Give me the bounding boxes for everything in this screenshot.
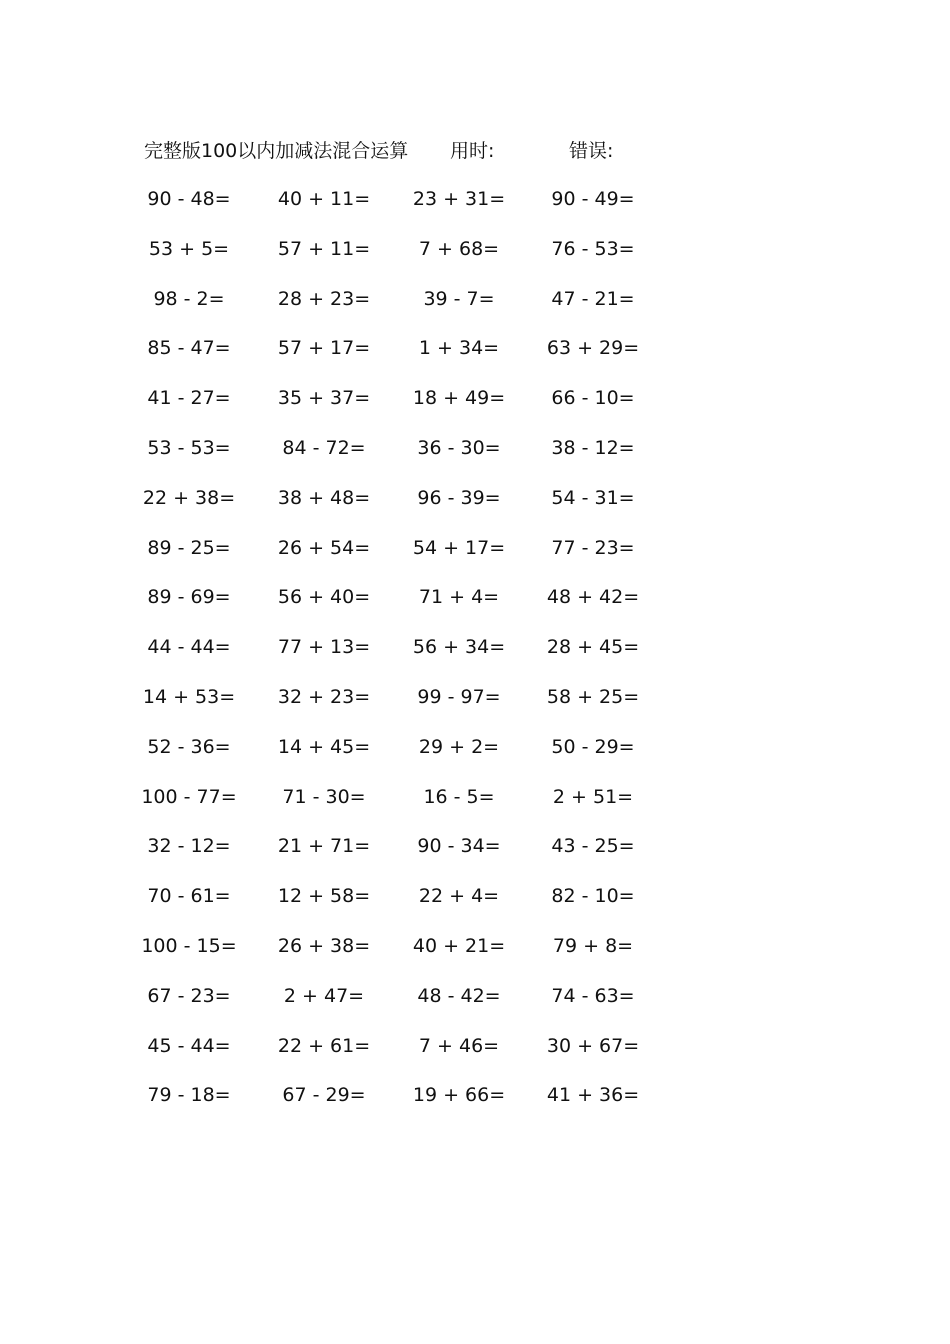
arithmetic-problem: 50 - 29= — [551, 735, 635, 758]
arithmetic-problem: 67 - 29= — [282, 1084, 366, 1107]
arithmetic-problem: 77 + 13= — [277, 636, 371, 659]
time-used-label: 用时: — [450, 140, 495, 162]
problem-row — [0, 831, 950, 881]
arithmetic-problem: 84 - 72= — [282, 436, 366, 459]
arithmetic-problem: 90 - 48= — [147, 188, 231, 210]
arithmetic-problem: 48 + 42= — [546, 586, 640, 609]
arithmetic-problem: 53 - 53= — [147, 436, 231, 459]
arithmetic-problem: 76 - 53= — [551, 237, 635, 260]
arithmetic-problem: 44 - 44= — [147, 636, 231, 659]
problem-row — [0, 782, 950, 832]
problem-row — [0, 981, 950, 1031]
arithmetic-problem: 45 - 44= — [147, 1034, 231, 1057]
arithmetic-problem: 99 - 97= — [417, 685, 501, 708]
arithmetic-problem: 2 + 47= — [283, 984, 365, 1007]
problem-row — [0, 682, 950, 732]
arithmetic-problem: 22 + 61= — [277, 1034, 371, 1057]
arithmetic-problem: 40 + 21= — [412, 934, 506, 957]
arithmetic-problem: 41 + 36= — [546, 1084, 640, 1107]
arithmetic-problem: 2 + 51= — [552, 785, 634, 808]
problem-grid — [0, 184, 950, 1130]
problem-row — [0, 184, 950, 234]
arithmetic-problem: 19 + 66= — [412, 1084, 506, 1107]
arithmetic-problem: 26 + 38= — [277, 934, 371, 957]
arithmetic-problem: 28 + 23= — [277, 287, 371, 310]
arithmetic-problem: 96 - 39= — [417, 486, 501, 509]
arithmetic-problem: 100 - 15= — [141, 934, 237, 957]
arithmetic-problem: 39 - 7= — [423, 287, 495, 310]
arithmetic-problem: 79 + 8= — [552, 934, 634, 957]
arithmetic-problem: 71 - 30= — [282, 785, 366, 808]
problem-row — [0, 483, 950, 533]
arithmetic-problem: 82 - 10= — [551, 885, 635, 908]
arithmetic-problem: 14 + 45= — [277, 735, 371, 758]
arithmetic-problem: 54 + 17= — [412, 536, 506, 559]
arithmetic-problem: 35 + 37= — [277, 387, 371, 410]
arithmetic-problem: 56 + 34= — [412, 636, 506, 659]
arithmetic-problem: 90 - 49= — [551, 188, 635, 210]
arithmetic-problem: 74 - 63= — [551, 984, 635, 1007]
arithmetic-problem: 67 - 23= — [147, 984, 231, 1007]
problem-row — [0, 533, 950, 583]
arithmetic-problem: 32 - 12= — [147, 835, 231, 858]
arithmetic-problem: 54 - 31= — [551, 486, 635, 509]
problem-row — [0, 284, 950, 334]
arithmetic-problem: 48 - 42= — [417, 984, 501, 1007]
arithmetic-problem: 71 + 4= — [418, 586, 500, 609]
arithmetic-problem: 79 - 18= — [147, 1084, 231, 1107]
arithmetic-problem: 30 + 67= — [546, 1034, 640, 1057]
problem-row — [0, 931, 950, 981]
arithmetic-problem: 22 + 4= — [418, 885, 500, 908]
arithmetic-problem: 77 - 23= — [551, 536, 635, 559]
problem-row — [0, 1031, 950, 1081]
arithmetic-problem: 53 + 5= — [148, 237, 230, 260]
problem-row — [0, 333, 950, 383]
arithmetic-problem: 89 - 25= — [147, 536, 231, 559]
arithmetic-problem: 47 - 21= — [551, 287, 635, 310]
arithmetic-problem: 16 - 5= — [423, 785, 495, 808]
arithmetic-problem: 66 - 10= — [551, 387, 635, 410]
arithmetic-problem: 57 + 17= — [277, 337, 371, 360]
arithmetic-problem: 12 + 58= — [277, 885, 371, 908]
arithmetic-problem: 36 - 30= — [417, 436, 501, 459]
arithmetic-problem: 21 + 71= — [277, 835, 371, 858]
arithmetic-problem: 100 - 77= — [141, 785, 237, 808]
arithmetic-problem: 32 + 23= — [277, 685, 371, 708]
arithmetic-problem: 58 + 25= — [546, 685, 640, 708]
arithmetic-problem: 70 - 61= — [147, 885, 231, 908]
arithmetic-problem: 52 - 36= — [147, 735, 231, 758]
arithmetic-problem: 40 + 11= — [277, 188, 371, 210]
arithmetic-problem: 98 - 2= — [153, 287, 225, 310]
arithmetic-problem: 38 - 12= — [551, 436, 635, 459]
arithmetic-problem: 63 + 29= — [546, 337, 640, 360]
arithmetic-problem: 56 + 40= — [277, 586, 371, 609]
arithmetic-problem: 7 + 68= — [418, 237, 500, 260]
problem-row — [0, 582, 950, 632]
worksheet-header — [144, 136, 704, 166]
arithmetic-problem: 57 + 11= — [277, 237, 371, 260]
problem-row — [0, 732, 950, 782]
arithmetic-problem: 7 + 46= — [418, 1034, 500, 1057]
arithmetic-problem: 43 - 25= — [551, 835, 635, 858]
arithmetic-problem: 1 + 34= — [418, 337, 500, 360]
problem-row — [0, 1080, 950, 1130]
arithmetic-problem: 18 + 49= — [412, 387, 506, 410]
arithmetic-problem: 23 + 31= — [412, 188, 506, 210]
problem-row — [0, 433, 950, 483]
arithmetic-problem: 28 + 45= — [546, 636, 640, 659]
arithmetic-problem: 90 - 34= — [417, 835, 501, 858]
problem-row — [0, 383, 950, 433]
error-count-label: 错误: — [569, 140, 614, 162]
problem-row — [0, 632, 950, 682]
arithmetic-problem: 14 + 53= — [142, 685, 236, 708]
arithmetic-problem: 85 - 47= — [147, 337, 231, 360]
arithmetic-problem: 38 + 48= — [277, 486, 371, 509]
worksheet-title: 完整版100以内加减法混合运算 — [144, 140, 409, 162]
arithmetic-problem: 26 + 54= — [277, 536, 371, 559]
arithmetic-problem: 41 - 27= — [147, 387, 231, 410]
problem-row — [0, 881, 950, 931]
arithmetic-problem: 89 - 69= — [147, 586, 231, 609]
problem-row — [0, 234, 950, 284]
arithmetic-problem: 22 + 38= — [142, 486, 236, 509]
arithmetic-problem: 29 + 2= — [418, 735, 500, 758]
